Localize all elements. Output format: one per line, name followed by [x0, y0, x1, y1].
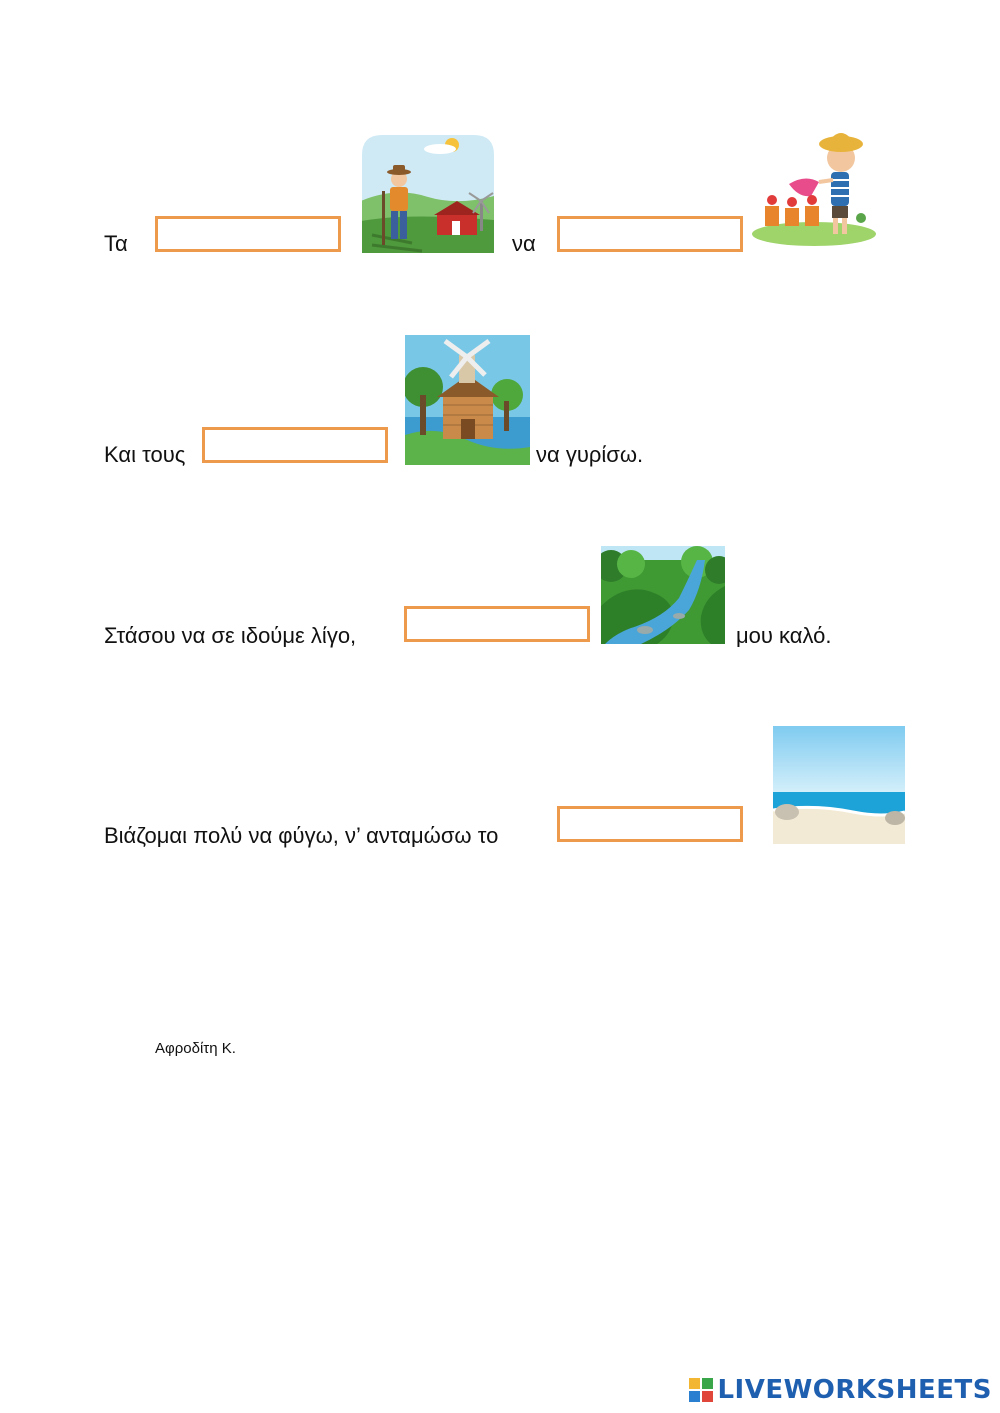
- gardener-icon: [749, 122, 879, 250]
- liveworksheets-logo-icon: [689, 1378, 713, 1402]
- blank-input-3[interactable]: [202, 427, 388, 463]
- blank-input-1[interactable]: [155, 216, 341, 252]
- line2-text-after: να γυρίσω.: [536, 442, 644, 467]
- farm-icon: [352, 135, 504, 253]
- line4-text-before: Βιάζομαι πολύ να φύγω, ν’ ανταμώσω το: [104, 823, 499, 848]
- liveworksheets-brand[interactable]: [689, 1375, 992, 1405]
- blank-input-5[interactable]: [557, 806, 743, 842]
- blank-input-2[interactable]: [557, 216, 743, 252]
- brand-name: LIVEWORKSHEETS: [717, 1375, 992, 1405]
- blank-input-4[interactable]: [404, 606, 590, 642]
- line2-text-before: Και τους: [104, 442, 186, 467]
- river-icon: [601, 546, 725, 644]
- line3-text-after: μου καλό.: [736, 623, 832, 648]
- line1-text-before: Τα: [104, 231, 128, 256]
- beach-icon: [773, 726, 905, 844]
- author-credit: Αφροδίτη Κ.: [155, 1040, 236, 1057]
- line1-text-middle: να: [512, 231, 536, 256]
- line3-text-before: Στάσου να σε ιδούμε λίγο,: [104, 623, 357, 648]
- windmill-house-icon: [405, 335, 530, 465]
